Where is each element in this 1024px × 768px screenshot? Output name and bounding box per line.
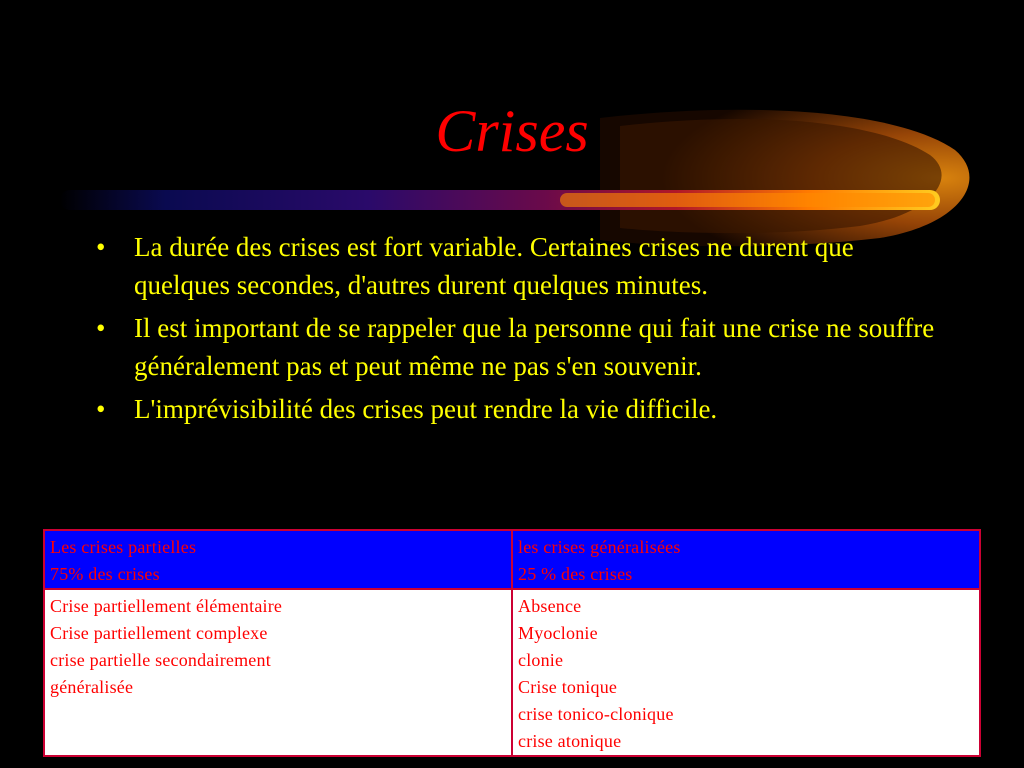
bullet-item (96, 390, 956, 428)
list-item: Crise partiellement élémentaire (50, 596, 283, 616)
bullet-text: La durée des crises est fort variable. Certaines crises ne durent que quelques secondes, d'autres durent quelques minutes. (134, 232, 854, 300)
table-body-row (44, 589, 980, 756)
header-cell-title: les crises généralisées (518, 537, 681, 557)
header-cell-percent: 75% des crises (50, 564, 160, 584)
list-item: clonie (518, 650, 564, 670)
list-item: généralisée (50, 677, 134, 697)
list-item: crise partielle secondairement (50, 650, 271, 670)
header-cell-title: Les crises partielles (50, 537, 197, 557)
list-item: Crise partiellement complexe (50, 623, 268, 643)
crises-table (43, 529, 981, 757)
header-cell-percent: 25 % des crises (518, 564, 633, 584)
bullet-icon: • (96, 394, 106, 424)
list-item: crise tonico-clonique (518, 704, 674, 724)
slide-title: Crises (435, 98, 589, 164)
list-item: crise atonique (518, 731, 622, 751)
bullet-item (96, 309, 956, 385)
bullet-icon: • (96, 232, 106, 262)
generalized-crises-cell (512, 589, 980, 756)
list-item: Crise tonique (518, 677, 618, 697)
header-generalized-crises (512, 530, 980, 589)
list-item: Absence (518, 596, 582, 616)
bullet-icon: • (96, 313, 106, 343)
list-item: Myoclonie (518, 623, 598, 643)
table-header-row (44, 530, 980, 589)
bullet-text: L'imprévisibilité des crises peut rendre la vie difficile. (134, 394, 718, 424)
partial-crises-cell (44, 589, 512, 756)
bullet-list (96, 228, 956, 433)
bullet-item (96, 228, 956, 304)
bullet-text: Il est important de se rappeler que la personne qui fait une crise ne souffre généralement pas et peut même ne pas s'en souvenir. (134, 313, 935, 381)
header-partial-crises (44, 530, 512, 589)
